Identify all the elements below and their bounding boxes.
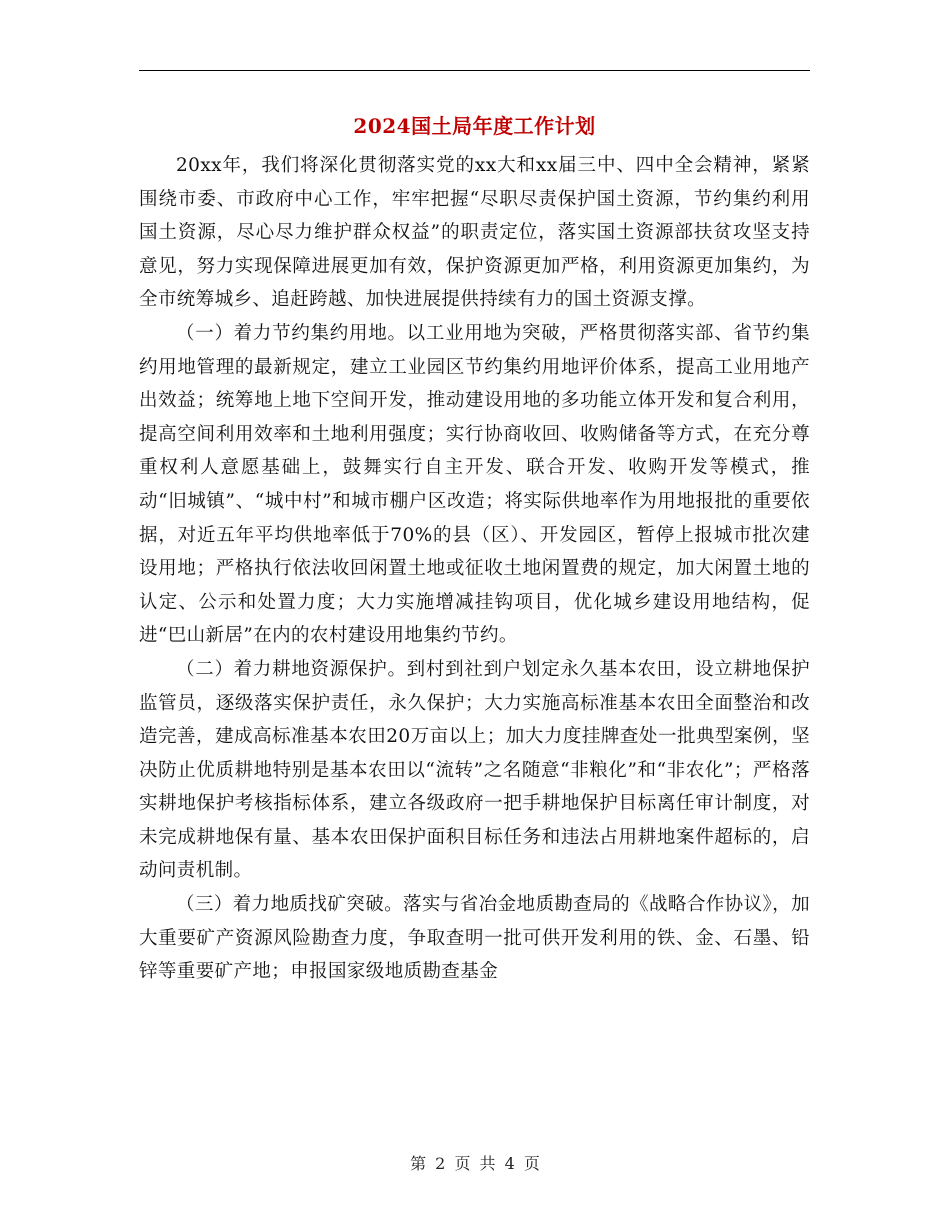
paragraph-section-3: （三）着力地质找矿突破。落实与省冶金地质勘查局的《战略合作协议》，加大重要矿产资源风险勘查力度，争取查明一批可供开发利用的铁、金、石墨、铅锌等重要矿产地；申报国家级地质勘查基金 bbox=[139, 894, 810, 983]
paragraph-section-1: （一）着力节约集约用地。以工业用地为突破，严格贯彻落实部、省节约集约用地管理的最新规定，建立工业园区节约集约用地评价体系，提高工业用地产出效益；统筹地上地下空间开发，推动建设用地的多功能立体开发和复合利用，提高空间利用效率和土地利用强度；实行协商收回、收购储备等方式，在充分尊重权利人意愿基础上，鼓舞实行自主开发、联合开发、收购开发等模式，推动“旧城镇”、“城中村”和城市棚户区改造；将实际供地率作为用地报批的重要依据，对近五年平均供地率低于70%的县（区）、开发园区，暂停上报城市批次建设用地；严格执行依法收回闲置土地或征收土地闲置费的规定，加大闲置土地的认定、公示和处置力度；大力实施增减挂钩项目，优化城乡建设用地结构，促进“巴山新居”在内的农村建设用地集约节约。 bbox=[139, 322, 810, 647]
page-number-footer: 第 2 页 共 4 页 bbox=[410, 1154, 540, 1173]
paragraph-intro: 20xx年，我们将深化贯彻落实党的xx大和xx届三中、四中全会精神，紧紧围绕市委、市政府中心工作，牢牢把握“尽职尽责保护国土资源，节约集约利用国土资源，尽心尽力维护群众权益”的职责定位，落实国土资源部扶贫攻坚支持意见，努力实现保障进展更加有效，保护资源更加严格，利用资源更加集约，为全市统筹城乡、追赶跨越、加快进展提供持续有力的国土资源支撑。 bbox=[139, 155, 810, 311]
header-rule bbox=[139, 70, 810, 71]
document-body bbox=[139, 149, 810, 989]
paragraph-section-2: （二）着力耕地资源保护。到村到社到户划定永久基本农田，设立耕地保护监管员，逐级落实保护责任，永久保护；大力实施高标准基本农田全面整治和改造完善，建成高标准基本农田20万亩以上；加大力度挂牌查处一批典型案例，坚决防止优质耕地特别是基本农田以“流转”之名随意“非粮化”和“非农化”；严格落实耕地保护考核指标体系，建立各级政府一把手耕地保护目标离任审计制度，对未完成耕地保有量、基本农田保护面积目标任务和违法占用耕地案件超标的，启动问责机制。 bbox=[139, 658, 810, 882]
document-title: 2024国土局年度工作计划 bbox=[353, 114, 596, 138]
